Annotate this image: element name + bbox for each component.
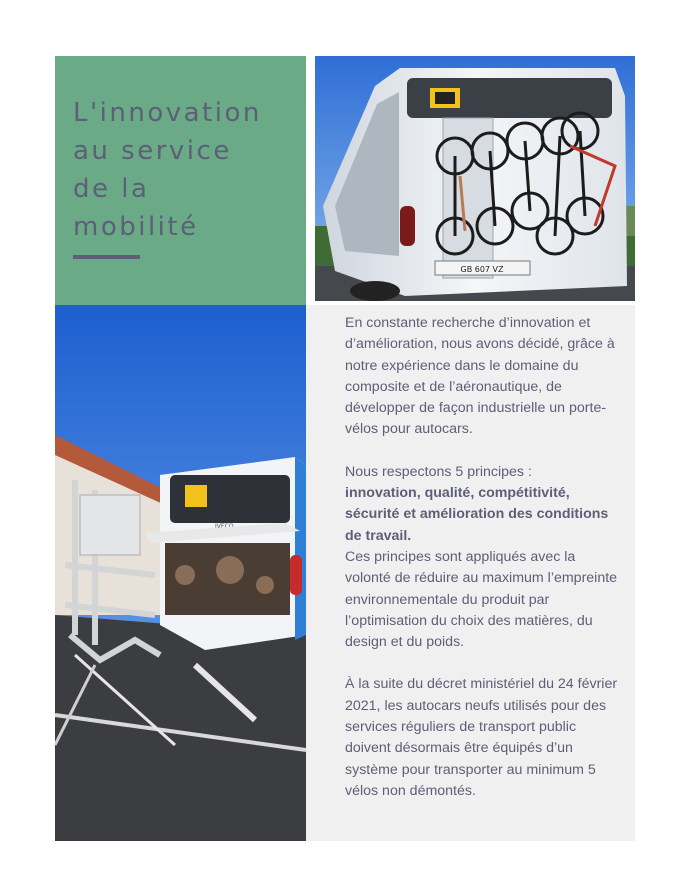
bus-rear-illustration — [315, 56, 635, 301]
paragraph-decree: À la suite du décret ministériel du 24 février 2021, les autocars neufs utilisés pour des services réguliers de transport public doivent désormais être équipés d’un système pour transporter au minimum 5 vélos non démontés. — [345, 676, 618, 799]
page-title — [73, 94, 262, 246]
bus-brand-label: IVECO — [215, 523, 234, 530]
body-text — [345, 313, 620, 802]
title-line-2: au service — [73, 136, 232, 166]
photo-bus-engine-bay — [55, 305, 306, 841]
license-plate: GB 607 VZ — [460, 265, 504, 274]
bus-engine-illustration — [55, 305, 306, 841]
principles-intro: Nous respectons 5 principes : — [345, 463, 532, 480]
title-line-1: L'innovation — [73, 98, 262, 128]
title-line-4: mobilité — [73, 212, 199, 242]
title-underline — [73, 255, 140, 259]
text-panel — [306, 305, 635, 841]
photo-bus-rear-bike-rack — [315, 56, 635, 301]
title-panel — [55, 56, 306, 305]
principles-detail: Ces principes sont appliqués avec la volonté de réduire au maximum l’empreinte environnementale du produit par l’optimisation du choix des matières, du design et du poids. — [345, 548, 618, 651]
title-line-3: de la — [73, 174, 150, 204]
paragraph-principles — [345, 462, 620, 654]
principles-list: innovation, qualité, compétitivité, sécurité et amélioration des conditions de travail. — [345, 485, 609, 544]
paragraph-intro: En constante recherche d’innovation et d’amélioration, nous avons décidé, grâce à notre expérience dans le domaine du composite et de l’aéronautique, de développer de façon industrielle un porte-vélos pour autocars. — [345, 315, 615, 438]
